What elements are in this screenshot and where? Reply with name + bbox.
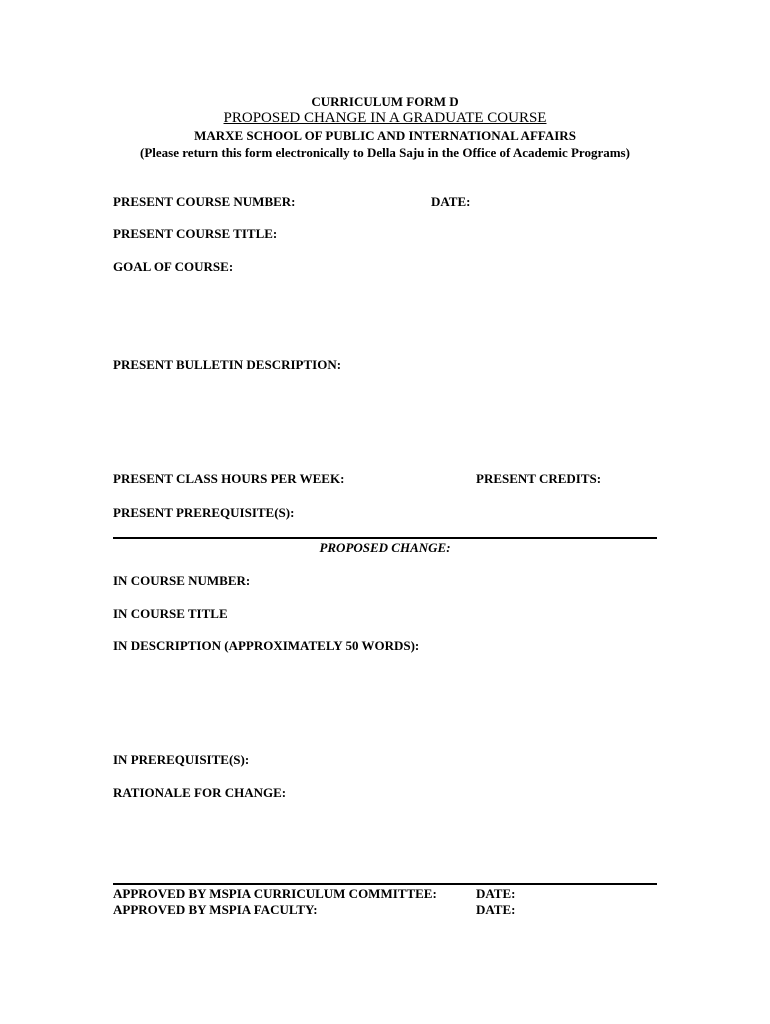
present-class-hours-label: PRESENT CLASS HOURS PER WEEK: (113, 471, 345, 486)
present-prerequisites-label: PRESENT PREREQUISITE(S): (113, 505, 295, 520)
in-prerequisites-label: IN PREREQUISITE(S): (113, 752, 250, 767)
form-name: CURRICULUM FORM D (311, 94, 459, 109)
present-credits-label: PRESENT CREDITS: (476, 471, 602, 486)
section-divider (113, 537, 657, 539)
approval-divider (113, 883, 657, 885)
school-name: MARXE SCHOOL OF PUBLIC AND INTERNATIONAL AFFAIRS (194, 128, 576, 143)
committee-approval-label: APPROVED BY MSPIA CURRICULUM COMMITTEE: (113, 886, 437, 901)
rationale-label: RATIONALE FOR CHANGE: (113, 785, 287, 800)
faculty-approval-label: APPROVED BY MSPIA FACULTY: (113, 902, 318, 917)
committee-date-label: DATE: (476, 886, 516, 901)
form-title: PROPOSED CHANGE IN A GRADUATE COURSE (223, 110, 547, 126)
present-course-title-label: PRESENT COURSE TITLE: (113, 226, 278, 241)
present-course-number-label: PRESENT COURSE NUMBER: (113, 194, 296, 209)
proposed-change-heading: PROPOSED CHANGE: (319, 540, 451, 555)
goal-of-course-label: GOAL OF COURSE: (113, 259, 234, 274)
faculty-date-label: DATE: (476, 902, 516, 917)
present-bulletin-description-label: PRESENT BULLETIN DESCRIPTION: (113, 357, 342, 372)
date-label: DATE: (431, 194, 471, 209)
in-course-number-label: IN COURSE NUMBER: (113, 573, 251, 588)
return-instruction: (Please return this form electronically to Della Saju in the Office of Academic Programs) (140, 145, 630, 160)
in-description-label: IN DESCRIPTION (APPROXIMATELY 50 WORDS): (113, 638, 420, 653)
in-course-title-label: IN COURSE TITLE (113, 606, 228, 621)
